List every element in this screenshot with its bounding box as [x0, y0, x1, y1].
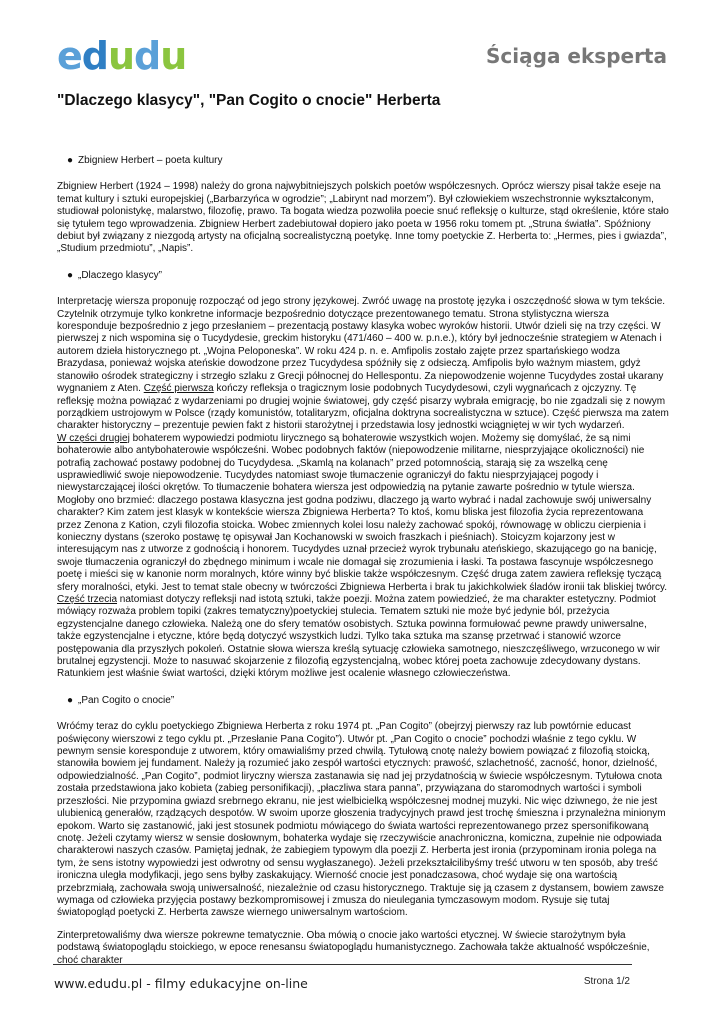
bullet-item	[57, 270, 669, 282]
underlined-heading: W części drugiej	[57, 432, 130, 444]
bullet-item	[57, 695, 669, 707]
brand-tagline: Ściąga eksperta	[486, 44, 667, 68]
bullet-icon: ●	[67, 155, 74, 166]
paragraph	[57, 296, 669, 681]
text-run: natomiast dotyczy refleksji nad istotą sztuki, także poezji. Można zatem powiedzieć, że ma charakter estetyczny. Podmiot mówiący rozważa problem topiki (zakres tematyczny)poetyckiej stulecia. Tematem sztuki nie może być jedynie ból, przeżycia egzystencjalne danego człowieka. Należą one do sfery tematów osobistych. Sztuka powinna formułować pewne prawdy uniwersalne, także egzystencjalne i etyczne, które będą dotyczyć wszystkich ludzi. Tylko taka sztuka ma szansę przetrwać i stanowić wzorce postępowania dla przyszłych pokoleń. Ostatnie słowa wiersza kreślą sytuację człowieka samotnego, nieszczęśliwego, wrzuconego w wir brutalnej egzystencji. Może to nasuwać skojarzenie z filozofią egzystencjalną, wobec której poeta zachowuje zdecydowany dystans. Ratunkiem jest właśnie świat wartości, dzięki którym możliwe jest ocalenie własnego człowieczeństwa.	[57, 594, 661, 680]
footer-divider	[53, 964, 632, 965]
bullet-icon: ●	[67, 269, 74, 281]
page-title: "Dlaczego klasycy", "Pan Cogito o cnocie" Herberta	[57, 92, 441, 109]
edudu-logo[interactable]	[57, 34, 187, 78]
logo-letter: e	[57, 34, 82, 78]
logo-letter: u	[107, 34, 135, 78]
paragraph: Zinterpretowaliśmy dwa wiersze pokrewne tematycznie. Oba mówią o cnocie jako wartości etycznej. W świecie starożytnym była podstawą światopoglądu stoickiego, w epoce renesansu światopoglądu humanistycznego. Zachowała także aktualność współcześnie, choć charakter	[57, 929, 650, 966]
footer-site-link[interactable]: www.edudu.pl - filmy edukacyjne on-line	[54, 976, 308, 991]
logo-letter: d	[81, 34, 108, 78]
text-run: Interpretację wiersza proponuję rozpocząć od jego strony językowej. Zwróć uwagę na prostotę języka i oszczędność słowa w tym tekście. Czytelnik otrzymuje tylko konkretne informacje bezpośrednio dotyczące prezentowanego tematu. Strona stylistyczna wiersza koresponduje bezpośrednio z jego przesłaniem – prezentacją postawy klasyka wobec wyroków historii. Utwór dzieli się na trzy części. W pierwszej z nich wspomina się o Tucydydesie, greckim historyku (471/460 – 400 w. p.n.e.), który był jednocześnie strategiem w Atenach i autorem dzieła historycznego pt. „Wojna Peloponeska”. W roku 424 p. n. e. Amfipolis zostało zajęte przez spartańskiego wodza Brazydasa, ponieważ wojska ateńskie dowodzone przez Tucydydesa spóźniły się z odsieczą. Amfipolis było ważnym miastem, gdyż stanowiło ośrodek strategiczny i strzegło szlaku z Grecji północnej do Hellespontu. Za niepowodzenie wojenne Tucydydes został ukarany wygnaniem z Aten.	[57, 296, 666, 395]
bullet-icon: ●	[67, 694, 74, 706]
logo-letter: u	[160, 34, 187, 78]
underlined-heading: Część trzecia	[57, 594, 118, 605]
text-run: bohaterem wypowiedzi podmiotu lirycznego są bohaterowie wszystkich wojen. Możemy się domyślać, że są nimi bohaterowie albo antybohaterowie współcześni. Wobec podobnych faktów (niepowodzenie militarne, niesprzyjające okoliczności) nie potrafią zachować postawy podobnej do Tucydydesa. „Skamlą na kolanach” przed potomnością, starają się za wszelką cenę usprawiedliwić swoje niepowodzenie. Tucydydes natomiast swoje tłumaczenie ograniczył do faktu niesprzyjającej pogody i niewystarczającej ilości okrętów. To tłumaczenie bohatera wiersza jest odpowiedzią na pytanie zawarte pośrednio w tytule wiersza. Mogłoby ono brzmieć: dlaczego postawa klasyczna jest godna podziwu, dlaczego ją warto wybrać i nadal zachowuje swój uniwersalny charakter? Kim zatem jest klasyk w kontekście wiersza Zbigniewa Herberta? To ktoś, komu bliska jest filozofia życia reprezentowana przez Zenona z Kation, czyli filozofia stoicka. Wobec zmiennych kolei losu należy zachować spokój, równowagę w obliczu cierpienia i konieczny dystans (szeroko postawę tę opisywał Jan Kochanowski w swoich fraszkach i pieśniach). Stoicyzm kojarzony jest w interesującym nas z utworze z godnością i honorem. Tucydydes uznał przecież wyrok trybunału ateńskiego, skazującego go na banicję, swoje tłumaczenia ograniczył do zbędnego minimum i wcale nie domagał się zrozumienia i łaski. Ta postawa fascynuje współczesnego poetę i mieści się w kanonie norm moralnych, które winny być bliskie także współczesnym. Część druga zatem zawiera refleksję tyczącą sfery moralności, etyki. Jest to temat stale obecny w twórczości Zbigniewa Herberta i brak tu jakichkolwiek śladów ironii tak bliskiej twórcy.	[57, 432, 668, 593]
logo-letter: d	[134, 34, 161, 78]
page-number: Strona 1/2	[583, 976, 630, 987]
bullet-text: Zbigniew Herbert – poeta kultury	[78, 155, 223, 166]
bullet-text: „Pan Cogito o cnocie”	[78, 694, 175, 706]
paragraph: Wróćmy teraz do cyklu poetyckiego Zbigniewa Herberta z roku 1974 pt. „Pan Cogito” (obejrzyj pierwszy raz lub powtórnie educast poświęcony wierszowi z tego cyklu pt. „Przesłanie Pana Cogito”). Utwór pt. „Pan Cogito o cnocie” pochodzi właśnie z tego cyklu. W pewnym sensie koresponduje z utworem, który omawialiśmy przed chwilą. Tytułową cnotę należy bowiem powiązać z filozofią stoicką, stanowiła bowiem jej fundament. Należy ją rozumieć jako zespół wartości etycznych: prawość, szlachetność, zacność, honor, dzielność, odpowiedzialność. „Pan Cogito”, podmiot liryczny wiersza zastanawia się nad jej przydatnością w świecie współczesnym. Tytułowa cnota została przedstawiona jako kobieta (zabieg personifikacji), „płaczliwa stara panna”, przywiązana do staromodnych wartości i symboli przeszłości. Nie przypomina gwiazd srebrnego ekranu, nie jest wielbicielką współczesnej modnej muzyki. Nic więc dziwnego, że nie jest ulubienicą generałów, rządzących despotów. W swoim uporze głoszenia tradycyjnych prawd jest trochę śmieszna i przynależna minionym epokom. Warto się zastanowić, jaki jest stosunek podmiotu mówiącego do świata wartości reprezentowanego przez spersonifikowaną cnotę. Jeżeli czytamy wiersz w sensie dosłownym, bohaterka wydaje się rzeczywiście anachroniczna, komiczna, zupełnie nie odpowiada charakterowi naszych czasów. Pamiętaj jednak, że zabiegiem typowym dla poezji Z. Herberta jest ironia (przypominam ironia polega na tym, że sens istotny wypowiedzi jest odwrotny od sensu wygłaszanego). Jeżeli przekształcilibyśmy treść utworu w ten sposób, aby treść ironiczna uległa modyfikacji, jego sens byłby zaskakujący. Wierność cnocie jest ponadczasowa, choć wydaje się ona wartością przebrzmiałą, zachowała swoją uniwersalność, niezależnie od czasu historycznego. Traktuje się ją czasem z dystansem, bowiem zawsze wymaga od człowieka przyjęcia postawy bezkompromisowej i zmusza do nieulegania tymczasowym modom. Rysuje się tutaj światopogląd poetycki Z. Herberta zawsze wiernego uniwersalnym wartościom.	[57, 721, 666, 919]
underlined-heading: Część pierwsza	[143, 383, 214, 395]
bullet-item	[57, 155, 669, 167]
document-body	[57, 155, 669, 967]
text-run: kończy refleksja o tragicznym losie podobnych Tucydydesowi, czyli wygnańcach z ojczyzny. Tę refleksję można powiązać z wydarzeniami po drugiej wojnie światowej, gdy część pisarzy wybrała emigrację, bo nie zgadzali się z nowym porządkiem ustrojowym w Polsce (rządy komunistów, totalitaryzm, oficjalna doktryna socrealistyczna w sztuce). Część pierwsza ma zatem charakter historyczny – prezentuje pewien fakt z historii starożytnej i przedstawia losy jednostki wciągniętej w wir tych wydarzeń.	[57, 383, 669, 432]
paragraph: Zbigniew Herbert (1924 – 1998) należy do grona najwybitniejszych polskich poetów współczesnych. Oprócz wierszy pisał także eseje na temat kultury i sztuki europejskiej („Barbarzyńca w ogrodzie”; „Labirynt nad morzem”). Był człowiekiem wszechstronnie wykształconym, studiował polonistykę, malarstwo, filozofię, prawo. Ta bogata wiedza pozwoliła poecie snuć refleksję o kulturze, stąd określenie, które stało się tytułem tego wprowadzenia. Zbigniew Herbert zadebiutował dopiero jako poeta w 1956 roku tomem pt. „Struna światła”. Spóźniony debiut był związany z niezgodą artysty na oficjalną socrealistyczną poetykę. Inne tomy poetyckie Z. Herberta to: „Hermes, pies i gwiazda”, „Studium przedmiotu”, „Napis”.	[57, 181, 669, 255]
bullet-text: „Dlaczego klasycy”	[78, 269, 162, 281]
